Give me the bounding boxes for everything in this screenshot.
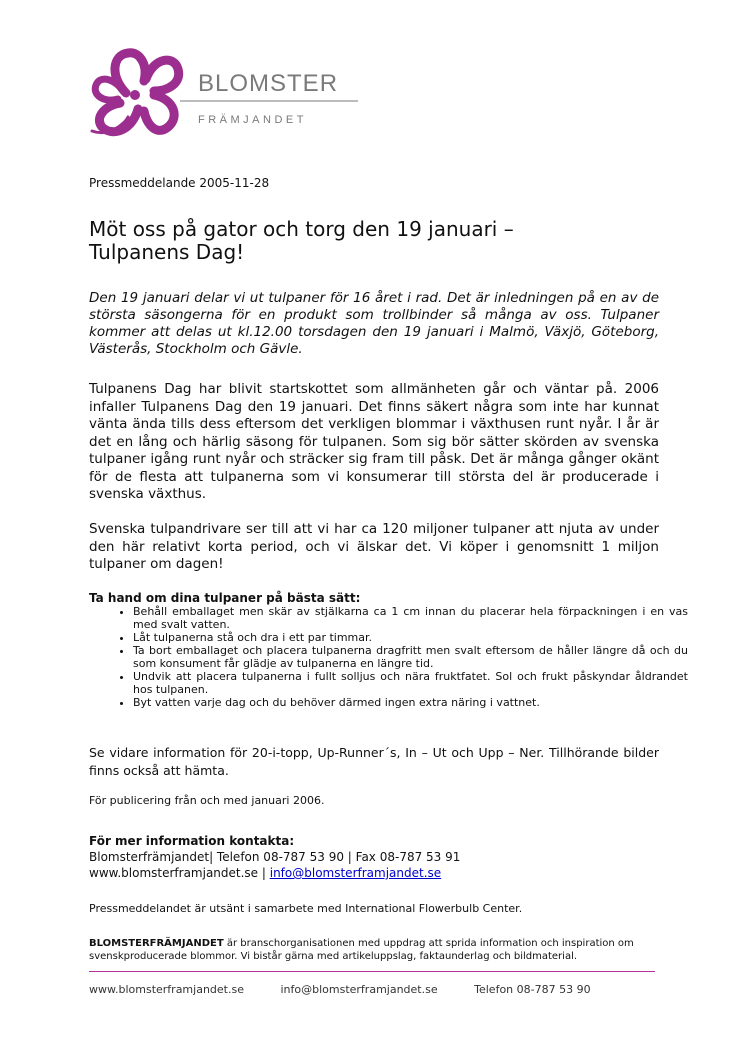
tips-list-item: • Låt tulpanerna stå och dra i ett par timmar. <box>133 631 688 644</box>
press-release-date: Pressmeddelande 2005-11-28 <box>89 176 270 190</box>
body-paragraph-2: Svenska tulpandrivare ser till att vi har ca 120 miljoner tulpaner att njuta av under den här relativt korta period, och vi älskar det. Vi köper i genomsnitt 1 miljon tulpaner om dagen! <box>89 521 659 572</box>
footer <box>89 983 624 996</box>
about-text: är branschorganisationen med uppdrag att sprida information och inspiration om svenskproducerade blommor. Vi bistår gärna med artikeluppslag, faktaunderlag och bildmaterial. <box>89 938 634 962</box>
blomsterframjandet-logo <box>88 47 368 143</box>
contact-phone-line: Blomsterfrämjandet| Telefon 08-787 53 90 | Fax 08-787 53 91 <box>89 850 461 864</box>
tips-heading: Ta hand om dina tulpaner på bästa sätt: <box>89 591 361 605</box>
more-info-paragraph: Se vidare information för 20-i-topp, Up-Runner´s, In – Ut och Upp – Ner. Tillhörande bilder finns också att hämta. <box>89 745 659 778</box>
about-org-name: BLOMSTERFRÄMJANDET <box>89 938 224 949</box>
contact-separator: | <box>258 866 270 880</box>
logo-wordmark: BLOMSTER <box>198 70 339 97</box>
tips-list-item: • Behåll emballaget men skär av stjälkarna ca 1 cm innan du placerar hela förpackningen i en vas med svalt vatten. <box>133 605 688 631</box>
footer-phone: Telefon 08-787 53 90 <box>474 983 591 996</box>
intro-paragraph: Den 19 januari delar vi ut tulpaner för 16 året i rad. Det är inledningen på en av de största säsongerna för en produkt som trollbinder så många av oss. Tulpaner kommer att delas ut kl.12.00 torsdagen den 19 januari i Malmö, Växjö, Göteborg, Västerås, Stockholm och Gävle. <box>89 290 659 357</box>
tips-list-item: • Byt vatten varje dag och du behöver därmed ingen extra näring i vattnet. <box>133 696 688 709</box>
footer-email: info@blomsterframjandet.se <box>280 983 438 996</box>
tips-list-item: • Undvik att placera tulpanerna i fullt solljus och nära fruktfatet. Sol och frukt påskyndar åldrandet hos tulpanen. <box>133 670 688 696</box>
title-line-1: Möt oss på gator och torg den 19 januari – <box>89 217 514 241</box>
tips-list-item: • Ta bort emballaget och placera tulpanerna dragfritt men svalt eftersom de håller längre då och du som konsument får glädje av tulpanerna en längre tid. <box>133 644 688 670</box>
footer-divider <box>89 971 655 972</box>
logo-subtitle: FRÄMJANDET <box>198 114 307 126</box>
flower-logo-icon <box>92 53 179 133</box>
contact-email-link[interactable]: info@blomsterframjandet.se <box>269 866 442 880</box>
title-line-2: Tulpanens Dag! <box>89 240 245 264</box>
body-paragraph-1: Tulpanens Dag har blivit startskottet som allmänheten går och väntar på. 2006 infaller Tulpanens Dag den 19 januari. Det finns säkert några som inte har kunnat vänta ända tills dess eftersom det verkligen blommar i växthusen runt nyår. I år är det en lång och härlig säsong för tulpanen. Som sig bör sätter skörden av svenska tulpaner igång runt nyår och sträcker sig fram till påsk. Det är många gånger okänt för de flesta att tulpanerna som vi konsumerar till största del är producerade i svenska växthus. <box>89 381 659 502</box>
contact-website: www.blomsterframjandet.se <box>89 866 259 880</box>
page-title <box>89 218 669 264</box>
tips-list <box>104 605 688 709</box>
contact-heading: För mer information kontakta: <box>89 834 295 848</box>
about-organization <box>89 937 659 963</box>
partner-note: Pressmeddelandet är utsänt i samarbete med International Flowerbulb Center. <box>89 902 523 915</box>
contact-web-line <box>89 866 441 880</box>
footer-website: www.blomsterframjandet.se <box>89 983 244 996</box>
publication-note: För publicering från och med januari 2006. <box>89 794 325 807</box>
